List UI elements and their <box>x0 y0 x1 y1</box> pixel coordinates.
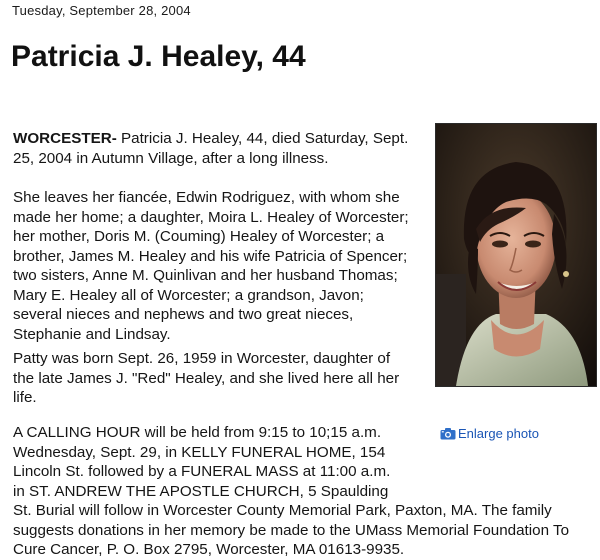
portrait-photo[interactable] <box>435 123 597 387</box>
obituary-title: Patricia J. Healey, 44 <box>11 40 306 73</box>
death-notice-text: Patricia J. Healey, 44, died Saturday, Sept. 25, 2004 in Autumn Village, after a long illness. <box>13 130 409 167</box>
services-line: in ST. ANDREW THE APOSTLE CHURCH, 5 Spaulding <box>13 482 389 500</box>
publication-date: Tuesday, September 28, 2004 <box>12 3 191 18</box>
portrait-illustration <box>436 124 596 386</box>
paragraph-survivors: She leaves her fiancée, Edwin Rodriguez, with whom she made her home; a daughter, Moira L. Healey of Worcester; her mother, Doris M. (Couming) Healey of Worcester; a brother, James M. Healey and his wife Patricia of Spencer; two sisters, Anne M. Quinlivan and her husband Thomas; Mary E. Healey all of Worcester; a grandson, Javon; several nieces and nephews and two great nieces, Stephanie and Lindsay. <box>13 189 409 343</box>
services-line: suggests donations in her memory be made to the UMass Memorial Foundation To <box>13 521 570 539</box>
enlarge-photo-link[interactable] <box>440 426 539 441</box>
paragraph-services <box>13 423 593 560</box>
services-line: Cure Cancer, P. O. Box 2795, Worcester, MA 01613-9935. <box>13 541 405 558</box>
enlarge-photo-label[interactable]: Enlarge photo <box>458 426 539 441</box>
services-line: Lincoln St. followed by a FUNERAL MASS at 11:00 a.m. <box>13 463 391 480</box>
camera-icon <box>440 427 456 440</box>
services-line: A CALLING HOUR will be held from 9:15 to 10;15 a.m. <box>13 424 382 441</box>
paragraph-biography: Patty was born Sept. 26, 1959 in Worcester, daughter of the late James J. "Red" Healey, and she lived here all her life. <box>13 350 400 406</box>
paragraph-death-notice <box>13 129 413 168</box>
services-line: Wednesday, Sept. 29, in KELLY FUNERAL HOME, 154 <box>13 443 386 461</box>
services-line: St. Burial will follow in Worcester County Memorial Park, Paxton, MA. The family <box>13 502 552 519</box>
dateline: WORCESTER- <box>13 130 117 147</box>
